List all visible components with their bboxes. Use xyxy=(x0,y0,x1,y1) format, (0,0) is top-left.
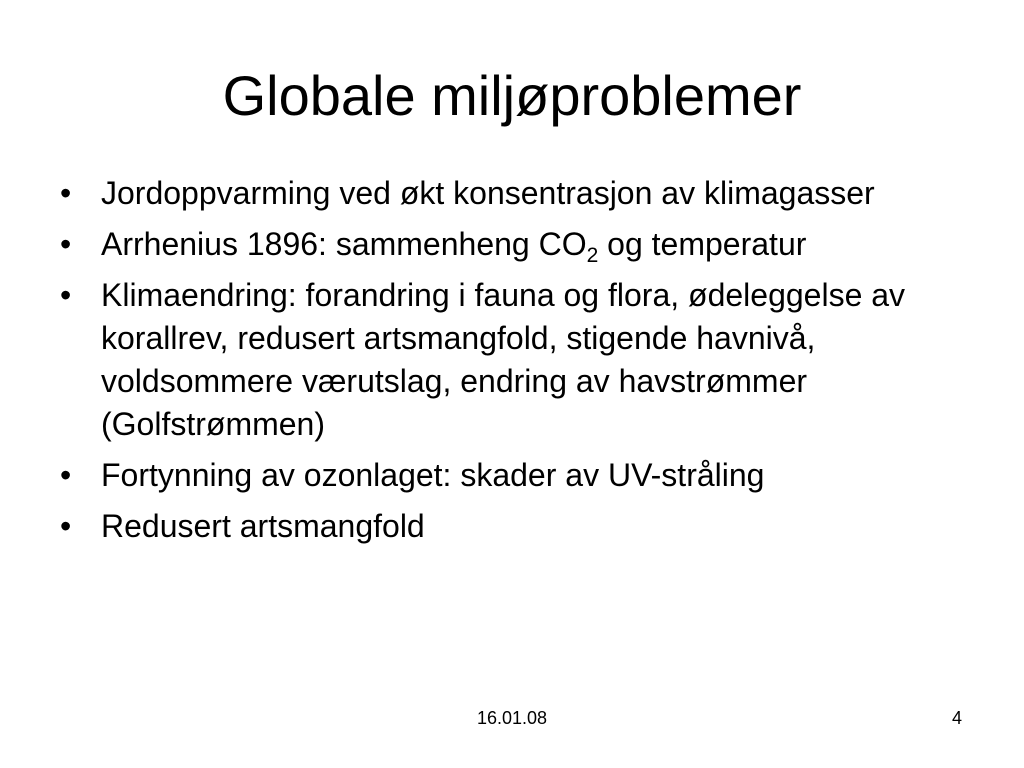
bullet-marker: • xyxy=(60,226,72,262)
bullet-marker: • xyxy=(60,277,72,313)
bullet-marker: • xyxy=(60,508,72,544)
bullet-item xyxy=(56,454,976,497)
bullet-text-before-subscript: Arrhenius 1896: sammenheng CO xyxy=(101,226,587,262)
bullet-text: Redusert artsmangfold xyxy=(101,508,425,544)
bullet-marker: • xyxy=(60,457,72,493)
bullet-marker: • xyxy=(60,175,72,211)
bullet-item xyxy=(56,223,976,266)
bullet-text xyxy=(101,226,807,267)
bullet-item xyxy=(56,505,976,548)
bullet-text-after-subscript: og temperatur xyxy=(598,226,807,262)
bullet-text: Fortynning av ozonlaget: skader av UV-stråling xyxy=(101,457,765,493)
bullet-list xyxy=(56,172,976,556)
co2-subscript: 2 xyxy=(586,244,599,267)
bullet-item xyxy=(56,172,976,215)
bullet-text: Jordoppvarming ved økt konsentrasjon av klimagasser xyxy=(101,175,875,211)
bullet-item xyxy=(56,274,976,446)
page-number: 4 xyxy=(951,708,962,728)
bullet-text: Klimaendring: forandring i fauna og flora, ødeleggelse av korallrev, redusert artsmangfold, stigende havnivå, voldsommere værutslag, endring av havstrømmer (Golfstrømmen) xyxy=(101,277,906,442)
slide-title: Globale miljøproblemer xyxy=(222,64,802,127)
footer-date: 16.01.08 xyxy=(476,708,548,728)
